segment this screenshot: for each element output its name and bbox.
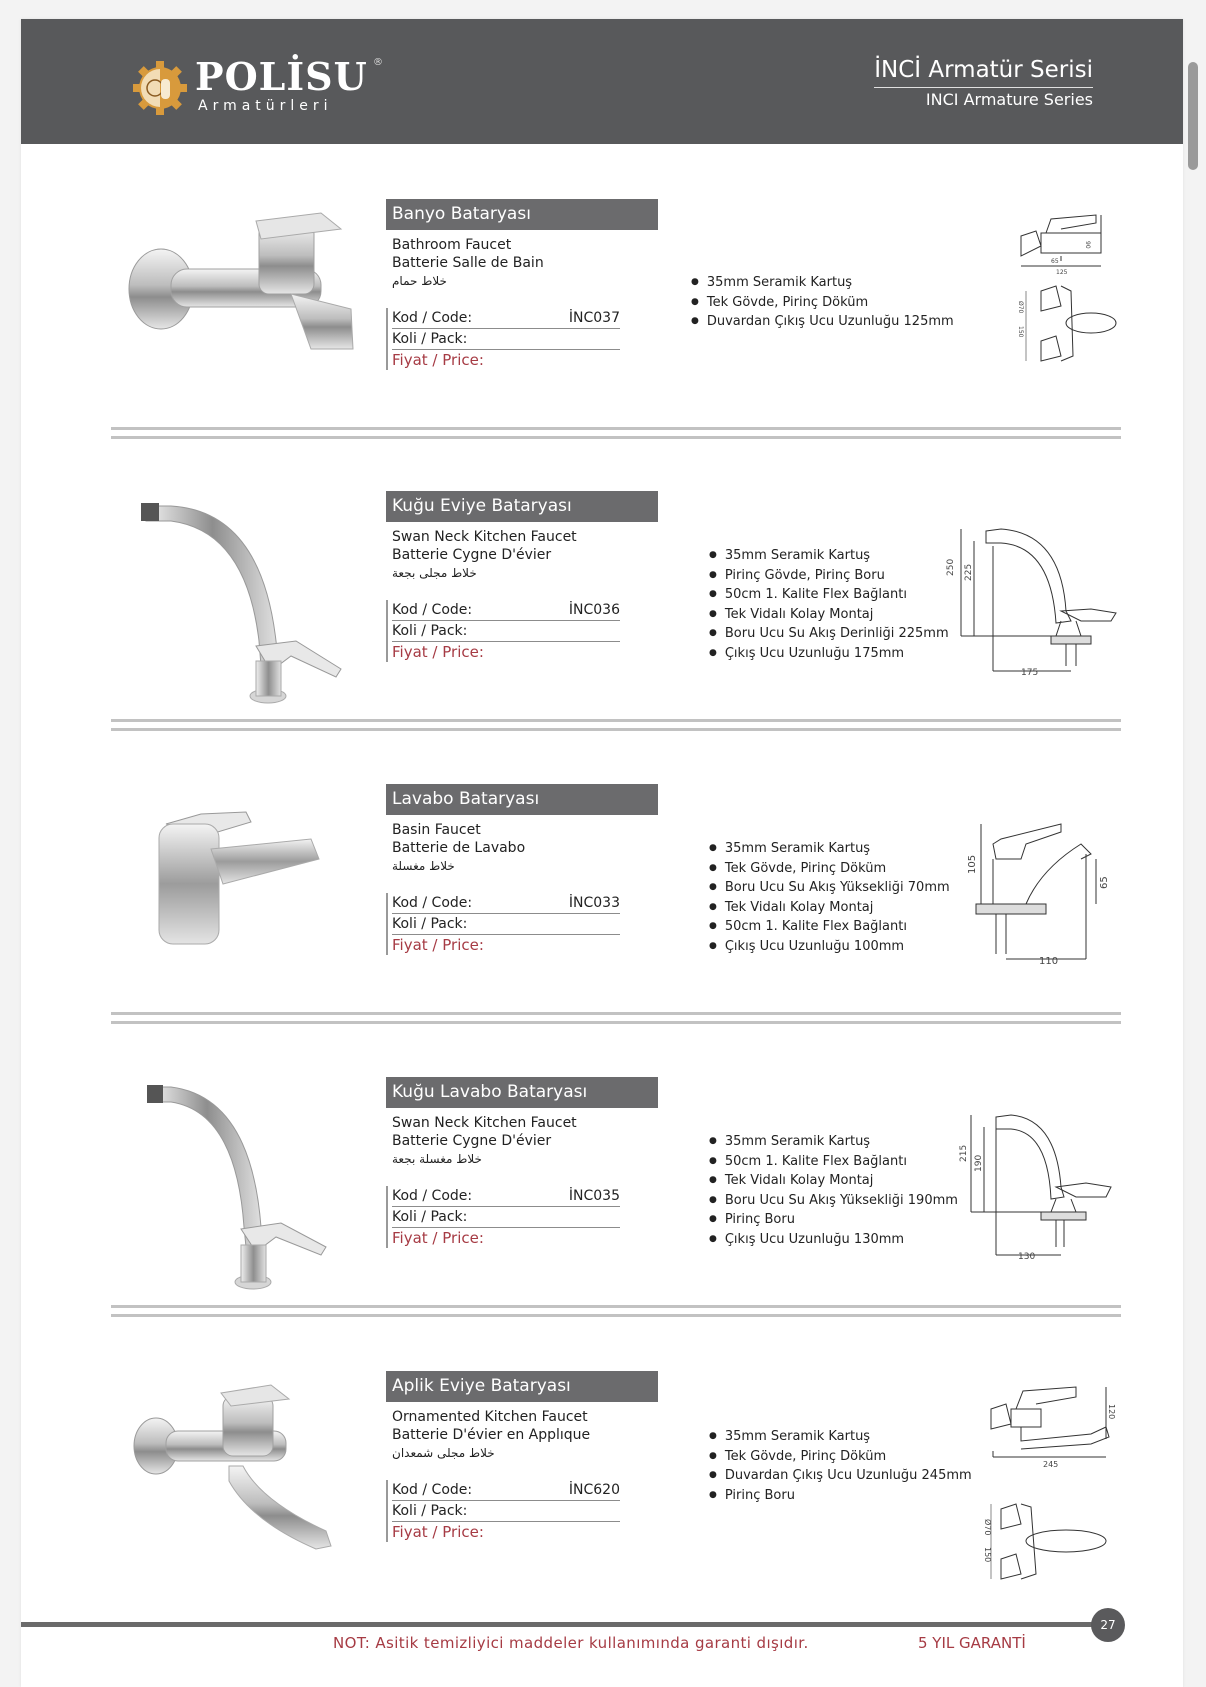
product-title: Kuğu Eviye Bataryası (386, 491, 658, 522)
product-meta (386, 600, 620, 662)
svg-text:150: 150 (983, 1547, 992, 1563)
spec-item: ● 35mm Seramik Kartuş (709, 1132, 958, 1152)
vertical-scrollbar[interactable] (1188, 62, 1198, 170)
price-label: Fiyat / Price: (392, 936, 484, 954)
pack-label: Koli / Pack: (392, 1209, 468, 1225)
spec-item: ● 35mm Seramik Kartuş (709, 1427, 972, 1447)
spec-item: ● 35mm Seramik Kartuş (691, 273, 954, 293)
brand-name: POLİSU (195, 54, 368, 99)
product-meta (386, 308, 620, 370)
catalog-page (21, 19, 1183, 1687)
product-name-en: Swan Neck Kitchen Faucet (392, 529, 577, 545)
product-name-ar: خلاط مغسلة (392, 859, 455, 873)
spec-list (709, 839, 950, 956)
series-title-en: INCI Armature Series (925, 90, 1093, 109)
product-info (386, 199, 671, 370)
brand-subtitle: Armatürleri (198, 98, 333, 114)
footer-divider (21, 1622, 1106, 1627)
svg-text:245: 245 (1043, 1460, 1059, 1469)
series-title-tr: İNCİ Armatür Serisi (874, 55, 1093, 88)
svg-text:175: 175 (1021, 668, 1039, 678)
code-label: Kod / Code: (392, 1482, 473, 1498)
svg-text:125: 125 (1056, 269, 1068, 276)
spec-list (691, 273, 954, 332)
svg-text:Ø70: Ø70 (1017, 301, 1024, 314)
gear-logo-icon (133, 61, 187, 115)
product-code: İNC033 (568, 895, 620, 911)
technical-drawing (1001, 211, 1121, 371)
product-info (386, 1371, 671, 1542)
svg-text:120: 120 (1107, 1404, 1116, 1420)
product-name-fr: Batterie Cygne D'évier (392, 547, 552, 563)
product-card (21, 1371, 1183, 1661)
pack-label: Koli / Pack: (392, 623, 468, 639)
spec-item: ● Pirinç Boru (709, 1486, 972, 1506)
code-label: Kod / Code: (392, 602, 473, 618)
basin-faucet-image (111, 784, 371, 1004)
svg-text:65: 65 (1051, 258, 1059, 265)
product-title: Kuğu Lavabo Bataryası (386, 1077, 658, 1108)
product-card (21, 199, 1183, 489)
section-divider (111, 1305, 1121, 1319)
spec-item: ● Çıkış Ucu Uzunluğu 175mm (709, 644, 949, 664)
svg-text:130: 130 (1018, 1252, 1036, 1262)
page-header (21, 19, 1183, 144)
svg-text:110: 110 (1039, 956, 1059, 967)
page-number: 27 (1091, 1608, 1125, 1642)
warranty-note: NOT: Asitik temizliyici maddeler kullanımında garanti dışıdır. (333, 1634, 809, 1652)
product-info (386, 784, 671, 955)
svg-text:250: 250 (946, 558, 956, 576)
product-name-fr: Batterie de Lavabo (392, 840, 526, 856)
spec-list (709, 1427, 972, 1505)
spec-list (709, 1132, 958, 1249)
spec-item: ● Boru Ucu Su Akış Yüksekliği 190mm (709, 1191, 958, 1211)
product-info (386, 1077, 671, 1248)
product-name-en: Basin Faucet (392, 822, 481, 838)
spec-item: ● Pirinç Gövde, Pirinç Boru (709, 566, 949, 586)
code-label: Kod / Code: (392, 310, 473, 326)
svg-text:Ø70: Ø70 (983, 1519, 992, 1536)
svg-text:150: 150 (1017, 326, 1024, 338)
product-meta (386, 893, 620, 955)
pack-label: Koli / Pack: (392, 331, 468, 347)
svg-text:225: 225 (964, 563, 974, 581)
price-label: Fiyat / Price: (392, 351, 484, 369)
product-code: İNC037 (568, 310, 620, 326)
price-label: Fiyat / Price: (392, 1229, 484, 1247)
brand-logo (133, 55, 393, 115)
product-name-ar: خلاط مغسلة بجعة (392, 1152, 482, 1166)
product-code: İNC036 (568, 602, 620, 618)
product-card (21, 784, 1183, 1074)
code-label: Kod / Code: (392, 895, 473, 911)
product-card (21, 491, 1183, 781)
spec-item: ● 50cm 1. Kalite Flex Bağlantı (709, 585, 949, 605)
spec-item: ● Boru Ucu Su Akış Yüksekliği 70mm (709, 878, 950, 898)
spec-item: ● 50cm 1. Kalite Flex Bağlantı (709, 1152, 958, 1172)
product-code: İNC620 (568, 1482, 620, 1498)
spec-item: ● 35mm Seramik Kartuş (709, 839, 950, 859)
spec-item: ● Tek Vidalı Kolay Montaj (709, 898, 950, 918)
spec-item: ● Tek Vidalı Kolay Montaj (709, 1171, 958, 1191)
section-divider (111, 427, 1121, 441)
section-divider (111, 1012, 1121, 1026)
product-name-fr: Batterie Cygne D'évier (392, 1133, 552, 1149)
spec-item: ● Tek Gövde, Pirinç Döküm (709, 859, 950, 879)
product-title: Banyo Bataryası (386, 199, 658, 230)
spec-list (709, 546, 949, 663)
product-name-en: Bathroom Faucet (392, 237, 512, 253)
product-name-ar: خلاط حمام (392, 274, 447, 288)
spec-item: ● Tek Gövde, Pirinç Döküm (691, 293, 954, 313)
product-meta (386, 1186, 620, 1248)
registered-mark: ® (373, 57, 383, 68)
spec-item: ● Pirinç Boru (709, 1210, 958, 1230)
pack-label: Koli / Pack: (392, 916, 468, 932)
wall-kitchen-faucet-image (111, 1371, 371, 1591)
product-code: İNC035 (568, 1188, 620, 1204)
product-meta (386, 1480, 620, 1542)
pack-label: Koli / Pack: (392, 1503, 468, 1519)
technical-drawing (961, 814, 1121, 974)
series-title (874, 55, 1093, 109)
spec-item: ● Tek Gövde, Pirinç Döküm (709, 1447, 972, 1467)
price-label: Fiyat / Price: (392, 643, 484, 661)
product-name-fr: Batterie D'évier en Applıque (392, 1427, 591, 1443)
spec-item: ● Duvardan Çıkış Ucu Uzunluğu 245mm (709, 1466, 972, 1486)
product-name-fr: Batterie Salle de Bain (392, 255, 544, 271)
bathroom-faucet-image (111, 199, 371, 419)
spec-item: ● Çıkış Ucu Uzunluğu 130mm (709, 1230, 958, 1250)
product-name-ar: خلاط مجلى شمعدان (392, 1446, 495, 1460)
swan-neck-basin-faucet-image (111, 1077, 371, 1297)
spec-item: ● Çıkış Ucu Uzunluğu 100mm (709, 937, 950, 957)
spec-item: ● 35mm Seramik Kartuş (709, 546, 949, 566)
spec-item: ● 50cm 1. Kalite Flex Bağlantı (709, 917, 950, 937)
svg-text:190: 190 (974, 1154, 984, 1172)
spec-item: ● Duvardan Çıkış Ucu Uzunluğu 125mm (691, 312, 954, 332)
price-label: Fiyat / Price: (392, 1523, 484, 1541)
product-name-ar: خلاط مجلى بجعة (392, 566, 477, 580)
technical-drawing (941, 521, 1121, 681)
product-info (386, 491, 671, 662)
svg-text:90: 90 (1084, 241, 1091, 249)
svg-text:65: 65 (1099, 876, 1110, 889)
spec-item: ● Boru Ucu Su Akış Derinliği 225mm (709, 624, 949, 644)
guarantee-label: 5 YIL GARANTİ (918, 1634, 1026, 1652)
technical-drawing (981, 1379, 1121, 1589)
technical-drawing (956, 1107, 1121, 1267)
product-name-en: Swan Neck Kitchen Faucet (392, 1115, 577, 1131)
svg-text:215: 215 (959, 1144, 969, 1162)
product-title: Aplik Eviye Bataryası (386, 1371, 658, 1402)
spec-item: ● Tek Vidalı Kolay Montaj (709, 605, 949, 625)
swan-neck-kitchen-faucet-image (111, 491, 371, 711)
svg-text:105: 105 (967, 854, 978, 874)
product-title: Lavabo Bataryası (386, 784, 658, 815)
code-label: Kod / Code: (392, 1188, 473, 1204)
product-card (21, 1077, 1183, 1367)
section-divider (111, 719, 1121, 733)
product-name-en: Ornamented Kitchen Faucet (392, 1409, 588, 1425)
